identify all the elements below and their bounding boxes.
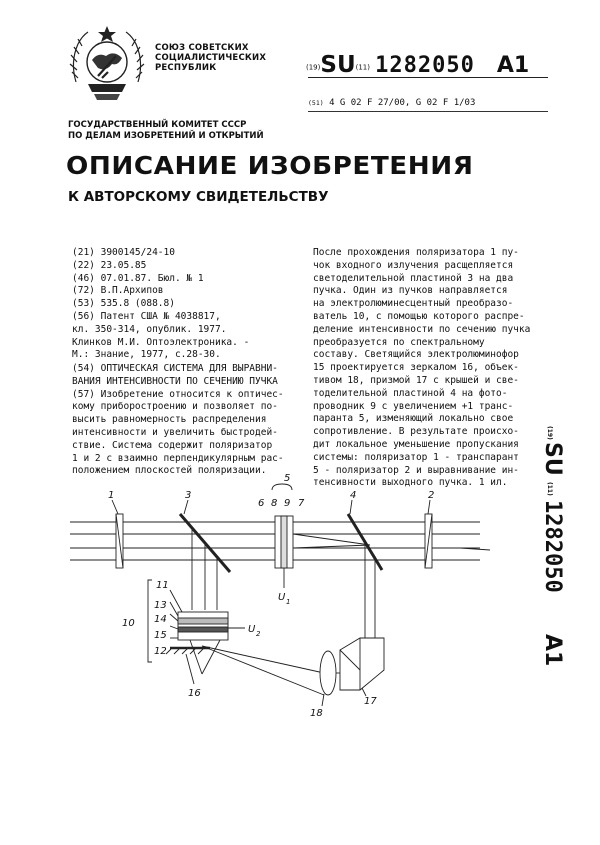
side-code-19: (19)	[546, 426, 553, 440]
label-u2: U	[248, 624, 256, 635]
label-13: 13	[154, 600, 167, 611]
label-16: 16	[188, 688, 201, 699]
description-line: составу. Светящийся электролюминофор	[313, 349, 519, 361]
description-line: 5 - поляризатор 2 и выравнивание ин-	[313, 464, 519, 476]
description-line: тивом 18, призмой 17 с крышей и све-	[313, 374, 519, 386]
side-kind-code: A1	[540, 634, 565, 667]
union-name	[155, 43, 266, 73]
label-11: 11	[156, 580, 169, 591]
abstract-line: кому приборостроению и позволяет по-	[72, 401, 278, 413]
biblio-line: кл. 350-314, опублик. 1977.	[72, 323, 227, 335]
ussr-emblem-icon	[68, 22, 146, 102]
description-line: преобразуется по спектральному	[313, 336, 485, 348]
abstract-line: ствие. Система содержит поляризатор	[72, 439, 273, 451]
description-line: деление интенсивности по сечению пучка	[313, 323, 531, 335]
description-line: тенсивности выходного пучка. 1 ил.	[313, 477, 508, 489]
description-line: на электролюминесцентный преобразо-	[313, 298, 514, 310]
code-11: (11)	[355, 63, 370, 72]
kind-code: A1	[496, 53, 530, 78]
document-subtitle: К АВТОРСКОМУ СВИДЕТЕЛЬСТВУ	[68, 189, 329, 205]
committee-line: ПО ДЕЛАМ ИЗОБРЕТЕНИЙ И ОТКРЫТИЙ	[68, 131, 264, 141]
label-18: 18	[310, 708, 323, 719]
label-12: 12	[154, 646, 167, 657]
abstract-line: интенсивности и увеличить быстродей-	[72, 426, 278, 438]
biblio-line: (21) 3900145/24-10	[72, 247, 175, 258]
abstract-line: (57) Изобретение относится к оптичес-	[72, 388, 284, 400]
label-1: 1	[108, 490, 115, 501]
side-patent-number: 1282050	[540, 500, 565, 593]
biblio-line: (72) В.П.Архипов	[72, 285, 164, 297]
description-line: проводник 9 с увеличением +1 транс-	[313, 400, 514, 412]
abstract-text	[72, 363, 284, 478]
label-5: 5	[284, 473, 291, 484]
label-4: 4	[350, 490, 357, 501]
description-line: ватель 10, с помощью которого распре-	[313, 310, 525, 322]
description-line: дит локальное уменьшение пропускания	[313, 438, 519, 450]
committee-line: ГОСУДАРСТВЕННЫЙ КОМИТЕТ СССР	[68, 120, 247, 130]
description-line: сопротивление. В результате происхо-	[313, 426, 519, 438]
label-14: 14	[154, 614, 167, 625]
optical-scheme-figure	[60, 470, 530, 770]
side-code-11: (11)	[546, 482, 553, 496]
label-17: 17	[364, 696, 377, 707]
label-9: 9	[284, 498, 291, 509]
divider	[308, 77, 548, 78]
description-column	[313, 247, 530, 490]
label-u1: U	[278, 592, 286, 603]
description-line: системы: поляризатор 1 - транспарант	[313, 451, 519, 463]
document-number	[306, 52, 529, 78]
abstract-line: 1 и 2 с взаимно перпендикулярным рас-	[72, 452, 284, 464]
abstract-line: высить равномерность распределения	[72, 414, 267, 426]
description-line: чок входного излучения расщепляется	[313, 259, 514, 271]
committee-name	[68, 120, 264, 142]
patent-number: 1282050	[375, 53, 475, 78]
country-code: SU	[320, 52, 356, 78]
divider	[308, 111, 548, 112]
description-line: светоделительной пластиной 3 на два	[313, 272, 514, 284]
biblio-line: Клинков М.И. Оптоэлектроника. -	[72, 336, 250, 348]
union-line: РЕСПУБЛИК	[155, 63, 217, 73]
biblio-line: (46) 07.01.87. Бюл. № 1	[72, 272, 204, 284]
document-title: ОПИСАНИЕ ИЗОБРЕТЕНИЯ	[66, 151, 474, 180]
label-2: 2	[428, 490, 435, 501]
label-u2-sub: 2	[256, 630, 261, 638]
description-line: пучка. Один из пучков направляется	[313, 285, 508, 297]
side-document-number	[532, 420, 572, 680]
label-10: 10	[122, 618, 135, 629]
biblio-line: (53) 535.8 (088.8)	[72, 298, 175, 310]
description-line: тоделительной пластиной 4 на фото-	[313, 387, 508, 399]
label-3: 3	[185, 490, 192, 501]
biblio-line: (56) Патент США № 4038817,	[72, 310, 221, 322]
description-line: 15 проектируется зеркалом 16, объек-	[313, 362, 519, 374]
side-country-code: SU	[540, 442, 565, 476]
label-u1-sub: 1	[286, 598, 291, 606]
bibliographic-data	[72, 247, 249, 362]
label-7: 7	[298, 498, 305, 509]
abstract-line: положением плоскостей поляризации.	[72, 465, 267, 477]
biblio-line: (22) 23.05.85	[72, 259, 147, 271]
code-19: (19)	[306, 63, 321, 72]
label-8: 8	[271, 498, 278, 509]
label-15: 15	[154, 630, 167, 641]
label-6: 6	[258, 498, 265, 509]
union-line: СОЦИАЛИСТИЧЕСКИХ	[155, 53, 267, 63]
abstract-line: (54) ОПТИЧЕСКАЯ СИСТЕМА ДЛЯ ВЫРАВНИ-	[72, 363, 278, 374]
biblio-line: М.: Знание, 1977, с.28-30.	[72, 349, 221, 361]
union-line: СОЮЗ СОВЕТСКИХ	[155, 43, 249, 53]
code-51: (51)	[308, 99, 324, 107]
abstract-line: ВАНИЯ ИНТЕНСИВНОСТИ ПО СЕЧЕНИЮ ПУЧКА	[72, 375, 278, 387]
ipc-value: 4 G 02 F 27/00, G 02 F 1/03	[329, 98, 476, 108]
description-line: После прохождения поляризатора 1 пу-	[313, 247, 519, 258]
ipc-classification	[308, 98, 475, 108]
description-line: паранта 5, изменяющий локально свое	[313, 413, 514, 425]
